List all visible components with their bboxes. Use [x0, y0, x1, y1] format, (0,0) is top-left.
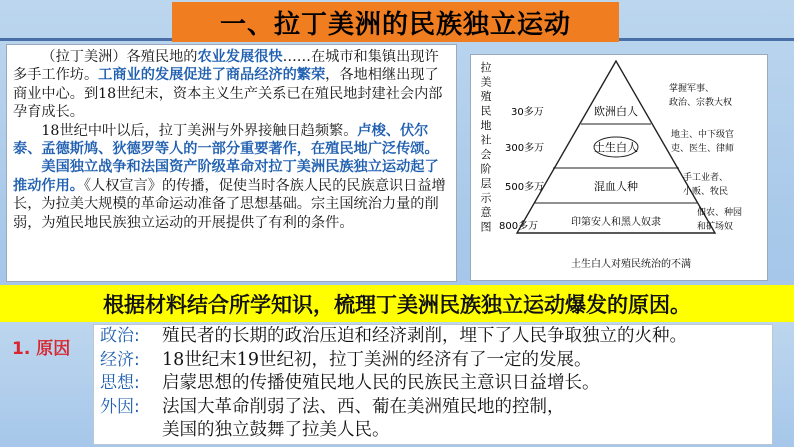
highlighted-phrase: 卢梭、伏尔泰、孟德斯鸠、狄德罗等人的一部分重要著作，在殖民地广泛传颂。	[13, 122, 439, 158]
highlighted-phrase: 美国独立战争和法国资产阶级革命对拉丁美洲民族独立运动起了推动作用。	[13, 159, 439, 194]
level-group-2: 土生白人	[594, 141, 638, 154]
answer-key: 外因:	[100, 396, 140, 417]
answer-key: 经济:	[100, 349, 140, 370]
level-group-4: 印第安人和黑人奴隶	[571, 217, 661, 228]
answer-row-external	[100, 396, 772, 420]
material-paragraph-3	[13, 158, 450, 232]
answer-row-thought	[100, 372, 772, 396]
highlighted-phrase: 工商业的发展促进了商品经济的繁荣	[98, 67, 326, 84]
side-title-char: 层	[480, 177, 492, 190]
highlighted-phrase: 农业发展很快	[197, 49, 283, 65]
answer-key: 政治:	[100, 326, 140, 346]
answer-text: 美国的独立鼓舞了拉美人民。	[162, 420, 390, 441]
level-group-1: 欧洲白人	[594, 105, 638, 118]
question-bar	[0, 285, 794, 322]
answer-row-continuation	[100, 419, 772, 443]
level-role-3b: 小贩、牧民	[683, 187, 729, 197]
side-title-char: 图	[480, 220, 492, 234]
diagram-caption: 土生白人对殖民统治的不满	[571, 259, 691, 270]
side-title-char: 民	[480, 104, 492, 118]
text-segment: 18世纪中叶以后，拉丁美洲与外界接触日趋频繁。	[41, 122, 358, 139]
answer-text: 殖民者的长期的政治压迫和经济剥削，埋下了人民争取独立的火种。	[162, 326, 687, 346]
text-segment: ……在城市和集镇出现许多手工作坊。	[13, 49, 439, 84]
reason-label: 1. 原因	[12, 339, 71, 359]
text-segment: （拉丁美洲）各殖民地的	[41, 49, 198, 65]
side-title-char: 社	[480, 133, 492, 147]
level-role-1b: 政治、宗教大权	[669, 98, 733, 108]
material-paragraph-1	[13, 48, 450, 122]
level-group-3: 混血人种	[594, 180, 638, 193]
material-text-panel	[6, 44, 457, 282]
answer-text: 法国大革命削弱了法、西、葡在美洲殖民地的控制，	[162, 396, 565, 417]
answer-text: 启蒙思想的传播使殖民地人民的民族民主意识日益增长。	[162, 373, 600, 394]
side-title-char: 会	[480, 148, 492, 161]
side-title-char: 示	[480, 191, 492, 205]
side-title-char: 地	[480, 119, 492, 132]
material-paragraph-2	[13, 122, 450, 159]
social-class-diagram	[470, 54, 768, 281]
level-count-3: 500多万	[505, 182, 545, 193]
text-segment: ，各地相继出现了商业中心。到18世纪末，资本主义生产关系已在殖民地封建社会内部孕育成长。	[13, 67, 443, 121]
side-title-char: 美	[480, 75, 492, 89]
side-title-char: 阶	[480, 162, 492, 176]
level-role-3a: 手工业者、	[683, 173, 729, 183]
answer-section	[0, 322, 794, 447]
question-text: 根据材料结合所学知识，梳理丁美洲民族独立运动爆发的原因。	[103, 291, 691, 317]
page-title: 一、拉丁美洲的民族独立运动	[219, 9, 571, 40]
level-role-4a: 佃农、种园	[697, 208, 743, 218]
level-role-1a: 掌握军事、	[669, 84, 715, 94]
level-role-4b: 和矿场奴	[697, 222, 734, 232]
pyramid-svg	[471, 55, 769, 282]
answer-row-politics	[100, 325, 772, 349]
level-role-2a: 地主、中下级官	[671, 130, 735, 140]
level-count-4: 800多万	[499, 221, 539, 232]
answer-row-economy	[100, 349, 772, 373]
side-title-char: 殖	[480, 90, 492, 103]
level-count-1: 30多万	[511, 107, 544, 118]
side-title-char: 拉	[480, 61, 492, 74]
answer-box	[93, 324, 773, 445]
title-bar	[172, 2, 619, 42]
text-segment: 《人权宣言》的传播，促使当时各族人民的民族意识日益增长，为拉美大规模的革命运动准备了思想基础。宗主国统治力量的削弱，为殖民地民族独立运动的开展提供了有利的条件。	[13, 177, 446, 231]
level-count-2: 300多万	[505, 143, 545, 154]
side-title	[481, 60, 493, 234]
answer-key: 思想:	[100, 373, 140, 394]
side-title-char: 意	[480, 206, 492, 219]
answer-text: 18世纪末19世纪初，拉丁美洲的经济有了一定的发展。	[162, 349, 592, 370]
level-role-2b: 吏、医生、律师	[671, 144, 735, 154]
